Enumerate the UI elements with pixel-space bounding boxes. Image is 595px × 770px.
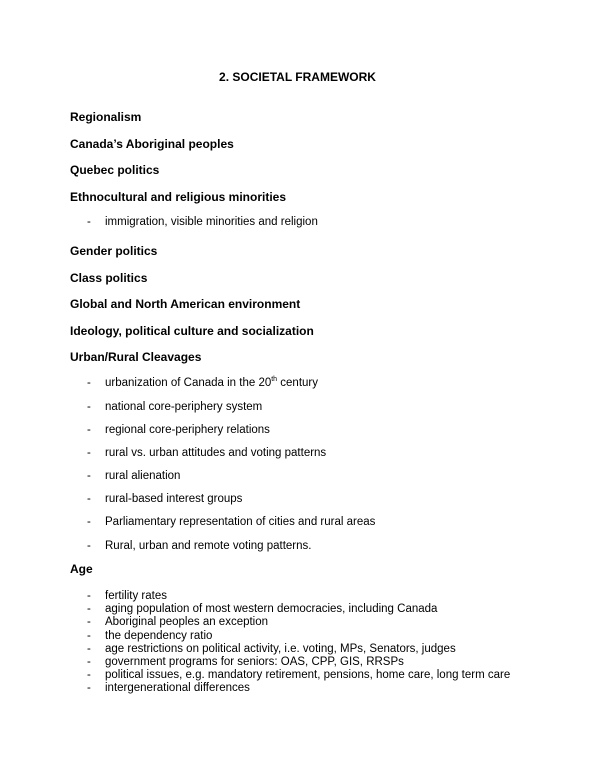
- list-item: [87, 630, 510, 643]
- list-item-text: Aboriginal peoples an exception: [105, 616, 269, 629]
- bullet-dash: -: [87, 516, 91, 528]
- list-item-text: national core-periphery system: [105, 401, 263, 413]
- list-item-text: urbanization of Canada in the 20th century: [105, 376, 318, 389]
- list-item: [87, 377, 318, 389]
- bullet-dash: -: [87, 590, 91, 602]
- list-item: [87, 470, 180, 482]
- list-item: [87, 669, 510, 682]
- bullet-dash: -: [87, 447, 91, 459]
- list-item-text: political issues, e.g. mandatory retirement, pensions, home care, long term care: [105, 669, 511, 682]
- list-item-text: rural vs. urban attitudes and voting patterns: [105, 447, 327, 459]
- heading-quebec: Quebec politics: [70, 163, 160, 177]
- list-item: [87, 643, 510, 656]
- bullet-dash: -: [87, 493, 91, 505]
- bullet-dash: -: [87, 216, 91, 228]
- heading-urban-rural: Urban/Rural Cleavages: [70, 350, 202, 364]
- bullet-dash: -: [87, 603, 91, 616]
- list-item-text: the dependency ratio: [105, 629, 213, 642]
- bullet-dash: -: [87, 656, 91, 669]
- document-title: 2. SOCIETAL FRAMEWORK: [219, 70, 376, 84]
- bullet-dash: -: [87, 540, 91, 552]
- heading-gender: Gender politics: [70, 244, 158, 258]
- heading-global: Global and North American environment: [70, 297, 301, 311]
- bullet-dash: -: [87, 424, 91, 436]
- list-item: [87, 424, 270, 436]
- list-item: [87, 216, 318, 228]
- list-item: [87, 616, 510, 629]
- list-item-text: age restrictions on political activity, i.e. voting, MPs, Senators, judges: [105, 642, 456, 655]
- list-item: [87, 493, 242, 505]
- list-item: [87, 603, 510, 616]
- heading-aboriginal: Canada’s Aboriginal peoples: [70, 137, 234, 151]
- heading-class: Class politics: [70, 271, 148, 285]
- age-list: [87, 590, 510, 696]
- list-item-text: government programs for seniors: OAS, CPP, GIS, RRSPs: [105, 656, 404, 669]
- list-item-text: immigration, visible minorities and religion: [105, 216, 318, 228]
- bullet-dash: -: [87, 377, 91, 389]
- list-item-text: Rural, urban and remote voting patterns.: [105, 540, 312, 552]
- heading-ethnocultural: Ethnocultural and religious minorities: [70, 190, 287, 204]
- list-item-text: intergenerational differences: [105, 682, 250, 695]
- bullet-dash: -: [87, 669, 91, 682]
- bullet-dash: -: [87, 470, 91, 482]
- list-item: [87, 656, 510, 669]
- list-item: [87, 447, 326, 459]
- bullet-dash: -: [87, 616, 91, 629]
- list-item: [87, 540, 311, 552]
- list-item-text: rural alienation: [105, 470, 181, 482]
- bullet-dash: -: [87, 682, 91, 695]
- list-item: [87, 682, 510, 695]
- list-item-text: Parliamentary representation of cities and rural areas: [105, 516, 376, 528]
- heading-age: Age: [70, 562, 93, 576]
- heading-ideology: Ideology, political culture and socialization: [70, 324, 314, 338]
- bullet-dash: -: [87, 642, 91, 655]
- list-item-text: rural-based interest groups: [105, 493, 243, 505]
- heading-regionalism: Regionalism: [70, 110, 142, 124]
- list-item-text: aging population of most western democracies, including Canada: [105, 603, 438, 616]
- bullet-dash: -: [87, 401, 91, 413]
- list-item: [87, 590, 510, 603]
- list-item-text: fertility rates: [105, 590, 167, 602]
- list-item-text: regional core-periphery relations: [105, 424, 270, 436]
- list-item: [87, 401, 262, 413]
- bullet-dash: -: [87, 629, 91, 642]
- list-item: [87, 516, 375, 528]
